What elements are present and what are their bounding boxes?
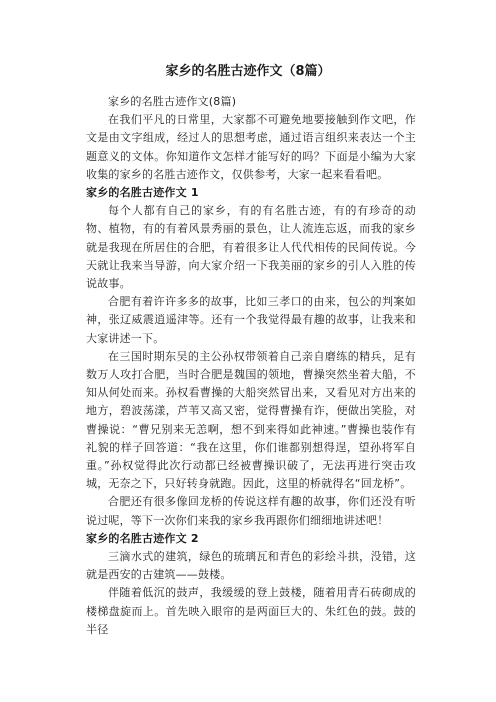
paragraph-subtitle: 家乡的名胜古迹作文(8篇): [108, 95, 237, 108]
paragraph: 伴随着低沉的鼓声，我缓缓的登上鼓楼，随着用青石砖砌成的楼梯盘旋而上。首先映入眼帘的是两面巨大的、朱红色的鼓。鼓的半径: [86, 586, 416, 636]
paragraph: 每个人都有自己的家乡，有的有名胜古迹，有的有珍奇的动物、植物，有的有着风景秀丽的景色，让人流连忘返，而我的家乡就是我现在所居住的合肥，有着很多让人代代相传的民间传说。今天就让我来当导游，向大家介绍一下我美丽的家乡的引人入胜的传说故事。: [86, 204, 416, 291]
paragraph: 在三国时期东吴的主公孙权带领着自己亲自磨练的精兵，足有数万人攻打合肥，当时合肥是魏国的领地，曹操突然坐着大船，不知从何处而来。孙权看曹操的大船突然冒出来，又看见对方出来的地方，碧波荡漾，芦苇又高又密，觉得曹操有诈，便做出笑脸，对曹操说：“曹兄别来无恙啊，想不到来得如此神速。”曹操也装作有礼貌的样子回答道：“我在这里，你们谁都别想得逞，望孙将军自重。”孙权觉得此次行动都已经被曹操识破了，无法再进行突击攻城，无奈之下，只好转身就跑。因此，这里的桥就得名“回龙桥”。: [86, 349, 416, 491]
paragraph: 三滴水式的建筑，绿色的琉璃瓦和青色的彩绘斗拱，没错，这就是西安的古建筑——鼓楼。: [86, 550, 416, 582]
paragraph-intro: 在我们平凡的日常里，大家都不可避免地要接触到作文吧，作文是由文字组成，经过人的思想考虑，通过语言组织来表达一个主题意义的文体。你知道作文怎样才能写好的吗？下面是小编为大家收集的家乡的名胜古迹作文，仅供参考，大家一起来看看吧。: [86, 113, 416, 181]
section-heading-1: 家乡的名胜古迹作文 1: [86, 186, 199, 200]
document-body: [86, 93, 416, 639]
section-heading-2: 家乡的名胜古迹作文 2: [86, 531, 199, 545]
paragraph: 合肥有着许许多多的故事，比如三孝口的由来，包公的判案如神，张辽威震逍遥津等。还有一个我觉得最有趣的故事，让我来和大家讲述一下。: [86, 295, 416, 345]
paragraph: 合肥还有很多像回龙桥的传说这样有趣的故事，你们还没有听说过呢，等下一次你们来我的家乡我再跟你们细细地讲述吧！: [86, 495, 416, 527]
document-title: 家乡的名胜古迹作文（8篇）: [165, 64, 331, 79]
